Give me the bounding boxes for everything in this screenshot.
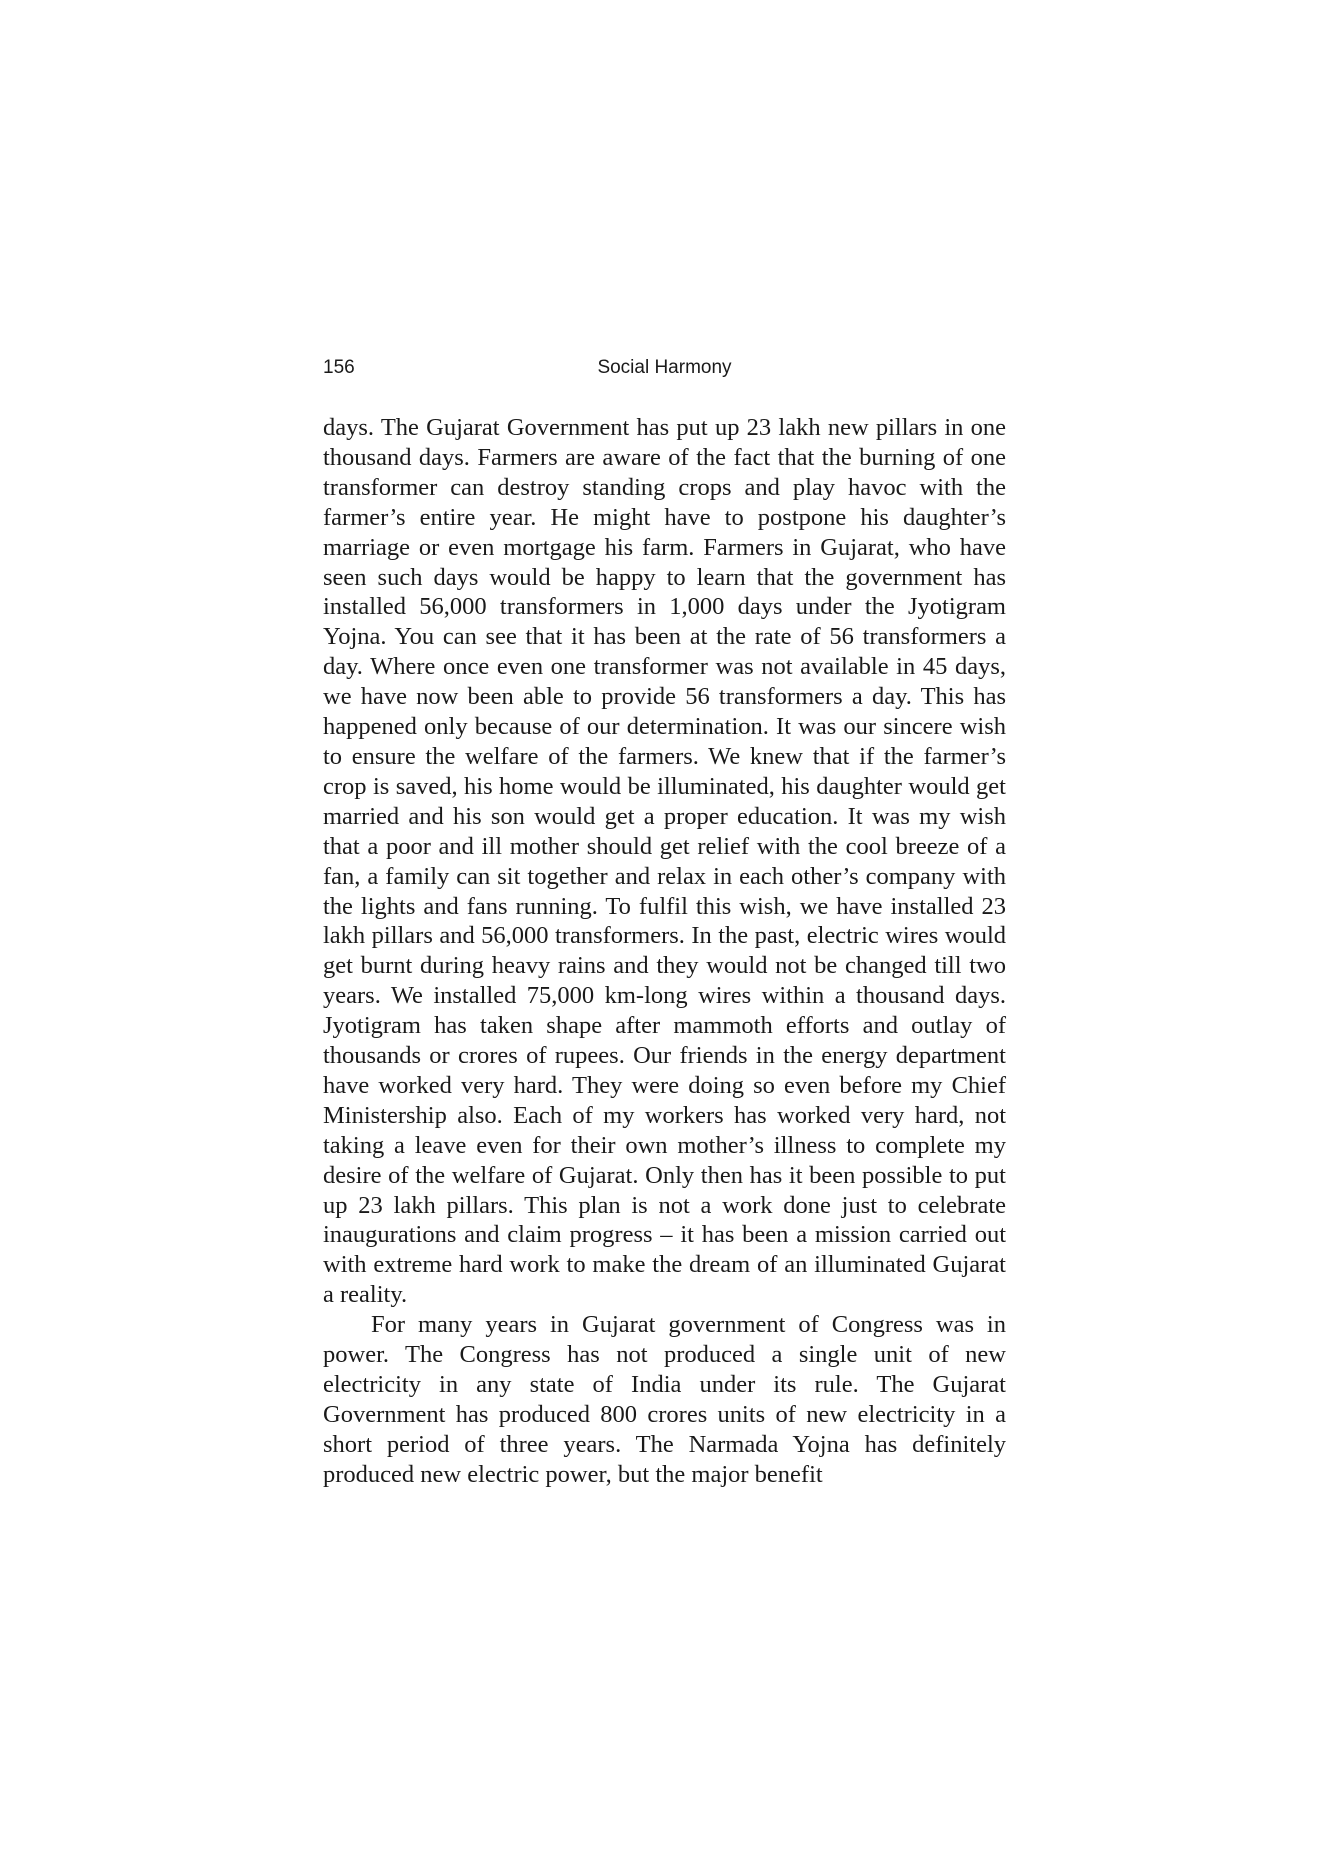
running-title: Social Harmony [597, 357, 732, 378]
running-head [323, 356, 1006, 380]
page-number: 156 [323, 357, 355, 378]
paragraph-congress: For many years in Gujarat government of Congress was in power. The Congress has not produced a single unit of new electricity in any state of India under its rule. The Gujarat Government has produced 800 crores units of new electricity in a short period of three years. The Narmada Yojna has definitely produced new electric power, but the major benefit [323, 1311, 1006, 1488]
paragraph-continued: days. The Gujarat Government has put up 23 lakh new pillars in one thousand days. Farmers are aware of the fact that the burning of one transformer can destroy standing crops and play havoc with the farmer’s entire year. He might have to postpone his daughter’s marriage or even mortgage his farm. Farmers in Gujarat, who have seen such days would be happy to learn that the government has installed 56,000 transformers in 1,000 days under the Jyotigram Yojna. You can see that it has been at the rate of 56 transformers a day. Where once even one transformer was not available in 45 days, we have now been able to provide 56 transformers a day. This has happened only because of our determination. It was our sincere wish to ensure the welfare of the farmers. We knew that if the farmer’s crop is saved, his home would be illuminated, his daughter would get married and his son would get a proper education. It was my wish that a poor and ill mother should get relief with the cool breeze of a fan, a family can sit together and relax in each other’s company with the lights and fans running. To fulfil this wish, we have installed 23 lakh pillars and 56,000 transformers. In the past, electric wires would get burnt during heavy rains and they would not be changed till two years. We installed 75,000 km-long wires within a thousand days. Jyotigram has taken shape after mammoth efforts and outlay of thousands or crores of rupees. Our friends in the energy department have worked very hard. They were doing so even before my Chief Ministership also. Each of my workers has worked very hard, not taking a leave even for their own mother’s illness to complete my desire of the welfare of Gujarat. Only then has it been possible to put up 23 lakh pillars. This plan is not a work done just to celebrate inaugurations and claim progress – it has been a mission carried out with extreme hard work to make the dream of an illuminated Gujarat a reality. [323, 414, 1006, 1309]
body-text [323, 413, 1006, 1490]
